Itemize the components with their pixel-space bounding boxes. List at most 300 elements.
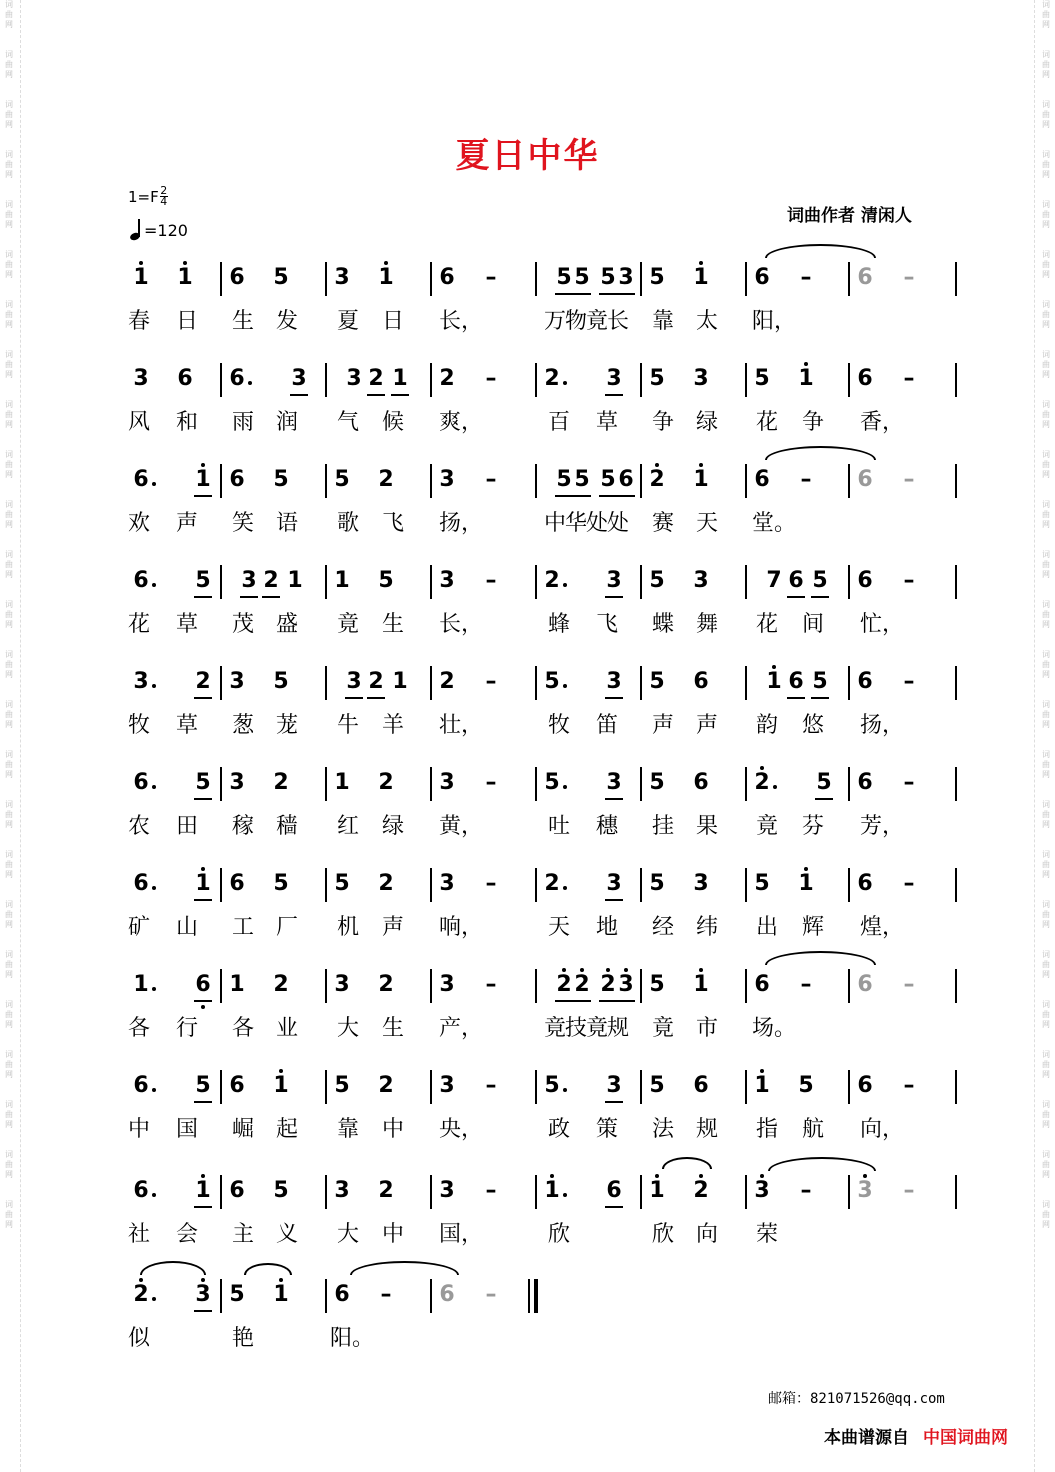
lyric: 飞 bbox=[381, 511, 404, 536]
underline bbox=[599, 1000, 617, 1002]
note: – bbox=[903, 265, 915, 290]
note: 5 bbox=[556, 467, 572, 492]
high-octave-dot bbox=[804, 362, 808, 366]
lyric: 农 bbox=[127, 814, 150, 839]
source-site: 中国词曲网 bbox=[923, 1428, 1008, 1448]
lyric: 艳 bbox=[231, 1326, 254, 1351]
augmentation-dot bbox=[152, 684, 156, 688]
note: 5 bbox=[600, 265, 616, 290]
note: 3 bbox=[334, 265, 350, 290]
high-octave-dot bbox=[201, 463, 205, 467]
augmentation-dot bbox=[773, 785, 777, 789]
high-octave-dot bbox=[699, 1174, 703, 1178]
underline bbox=[194, 899, 212, 901]
lyric: 草 bbox=[595, 410, 618, 435]
bar-line bbox=[745, 666, 747, 700]
lyric: 争 bbox=[801, 410, 824, 435]
lyric: 各 bbox=[127, 1016, 150, 1041]
lyric: 长， bbox=[439, 612, 484, 637]
note: 6 bbox=[229, 1178, 245, 1203]
note: 1 bbox=[544, 1178, 560, 1203]
note: 2 bbox=[378, 770, 394, 795]
underline bbox=[573, 293, 591, 295]
underline bbox=[555, 495, 573, 497]
lyric: 发 bbox=[275, 309, 298, 334]
note: 3 bbox=[133, 366, 149, 391]
underline bbox=[573, 495, 591, 497]
lyric: 声 bbox=[381, 915, 404, 940]
bar-line bbox=[955, 262, 957, 296]
slur bbox=[244, 1263, 292, 1275]
lyric: 壮， bbox=[439, 713, 484, 738]
note: 5 bbox=[195, 1073, 211, 1098]
note: 2 bbox=[439, 669, 455, 694]
note: 1 bbox=[273, 1282, 289, 1307]
note: 6 bbox=[229, 366, 245, 391]
note: 6 bbox=[133, 770, 149, 795]
lyric: 语 bbox=[275, 511, 298, 536]
note: 5 bbox=[334, 1073, 350, 1098]
lyric: 国 bbox=[175, 1117, 198, 1142]
note: 6 bbox=[693, 1073, 709, 1098]
lyric: 日 bbox=[381, 309, 404, 334]
note: 1 bbox=[177, 265, 193, 290]
augmentation-dot bbox=[563, 1193, 567, 1197]
note: 6 bbox=[133, 1178, 149, 1203]
slur bbox=[768, 1157, 876, 1171]
note: 5 bbox=[273, 265, 289, 290]
note: 7 bbox=[766, 568, 782, 593]
note: 2 bbox=[368, 366, 384, 391]
lyric: 飞 bbox=[595, 612, 618, 637]
note: 2 bbox=[378, 972, 394, 997]
note: 6 bbox=[133, 568, 149, 593]
underline bbox=[617, 1000, 635, 1002]
time-sig-bottom: 4 bbox=[160, 195, 168, 208]
high-octave-dot bbox=[201, 1174, 205, 1178]
lyric: 争 bbox=[651, 410, 674, 435]
note: 6 bbox=[857, 669, 873, 694]
lyric: 大 bbox=[336, 1222, 359, 1247]
high-octave-dot bbox=[139, 1278, 143, 1282]
underline bbox=[194, 1310, 212, 1312]
lyric: 竟技竟规 bbox=[544, 1016, 629, 1041]
lyric: 绿 bbox=[695, 410, 718, 435]
note: 3 bbox=[133, 669, 149, 694]
underline bbox=[815, 798, 833, 800]
tempo-label: =120 bbox=[144, 220, 188, 240]
lyric: 声 bbox=[175, 511, 198, 536]
note: 6 bbox=[133, 871, 149, 896]
note: 6 bbox=[177, 366, 193, 391]
underline bbox=[605, 697, 623, 699]
note: 5 bbox=[812, 669, 828, 694]
high-octave-dot bbox=[550, 1174, 554, 1178]
lyric: 辉 bbox=[801, 915, 824, 940]
underline bbox=[555, 293, 573, 295]
note: 5 bbox=[649, 265, 665, 290]
high-octave-dot bbox=[699, 968, 703, 972]
lyric: 向 bbox=[695, 1222, 718, 1247]
underline bbox=[605, 596, 623, 598]
lyric: 似 bbox=[127, 1326, 150, 1351]
lyric: 机 bbox=[336, 915, 359, 940]
augmentation-dot bbox=[152, 1297, 156, 1301]
note: 1 bbox=[392, 366, 408, 391]
note: 5 bbox=[544, 669, 560, 694]
note: – bbox=[485, 265, 497, 290]
note: 6 bbox=[439, 1282, 455, 1307]
underline bbox=[194, 1000, 212, 1002]
note: 1 bbox=[693, 972, 709, 997]
note: 1 bbox=[334, 770, 350, 795]
high-octave-dot bbox=[804, 867, 808, 871]
augmentation-dot bbox=[248, 381, 252, 385]
lyric: 纬 bbox=[695, 915, 718, 940]
lyric: 中 bbox=[127, 1117, 150, 1142]
underline bbox=[599, 495, 617, 497]
bar-line bbox=[955, 1175, 957, 1209]
underline bbox=[811, 697, 829, 699]
left-border-line bbox=[20, 0, 21, 1472]
lyric: 葱 bbox=[231, 713, 254, 738]
note: 6 bbox=[857, 1073, 873, 1098]
lyric: 靠 bbox=[336, 1117, 359, 1142]
lyric: 荣 bbox=[755, 1222, 778, 1247]
lyric: 社 bbox=[127, 1222, 150, 1247]
lyric: 经 bbox=[651, 915, 674, 940]
high-octave-dot bbox=[863, 1174, 867, 1178]
note: 3 bbox=[346, 669, 362, 694]
bar-line bbox=[955, 969, 957, 1003]
note: 1 bbox=[378, 265, 394, 290]
augmentation-dot bbox=[152, 1088, 156, 1092]
note: – bbox=[485, 770, 497, 795]
note: 6 bbox=[229, 467, 245, 492]
note: – bbox=[485, 1282, 497, 1307]
bar-line bbox=[955, 767, 957, 801]
note: 2 bbox=[263, 568, 279, 593]
lyric: 长， bbox=[439, 309, 484, 334]
note: 1 bbox=[649, 1178, 665, 1203]
high-octave-dot bbox=[279, 1069, 283, 1073]
lyric: 竟 bbox=[336, 612, 359, 637]
augmentation-dot bbox=[152, 987, 156, 991]
underline bbox=[605, 798, 623, 800]
high-octave-dot bbox=[624, 968, 628, 972]
note: 5 bbox=[798, 1073, 814, 1098]
lyric: 和 bbox=[175, 410, 198, 435]
underline bbox=[555, 1000, 573, 1002]
lyric: 欣 bbox=[651, 1222, 674, 1247]
lyric: 挂 bbox=[651, 814, 674, 839]
note: 2 bbox=[556, 972, 572, 997]
note: 5 bbox=[556, 265, 572, 290]
bar-line bbox=[955, 1070, 957, 1104]
high-octave-dot bbox=[201, 867, 205, 871]
note: 6 bbox=[788, 669, 804, 694]
high-octave-dot bbox=[760, 1069, 764, 1073]
note: 5 bbox=[334, 467, 350, 492]
slur bbox=[140, 1261, 206, 1275]
note: 1 bbox=[798, 871, 814, 896]
note: 3 bbox=[693, 366, 709, 391]
note: 1 bbox=[133, 265, 149, 290]
lyric: 茂 bbox=[231, 612, 254, 637]
note: 5 bbox=[334, 871, 350, 896]
lyric: 声 bbox=[651, 713, 674, 738]
note: 5 bbox=[574, 467, 590, 492]
note: 2 bbox=[439, 366, 455, 391]
note: 6 bbox=[857, 770, 873, 795]
note: – bbox=[485, 568, 497, 593]
note: 2 bbox=[574, 972, 590, 997]
note: 5 bbox=[574, 265, 590, 290]
note: 2 bbox=[378, 1178, 394, 1203]
underline bbox=[605, 1206, 623, 1208]
lyric: 场。 bbox=[752, 1016, 797, 1041]
note: 2 bbox=[273, 972, 289, 997]
note: 2 bbox=[649, 467, 665, 492]
high-octave-dot bbox=[201, 1278, 205, 1282]
note: 2 bbox=[693, 1178, 709, 1203]
lyric: 扬， bbox=[439, 511, 484, 536]
note: 6 bbox=[857, 568, 873, 593]
bar-line bbox=[955, 666, 957, 700]
lyric: 夏 bbox=[336, 309, 359, 334]
augmentation-dot bbox=[563, 381, 567, 385]
lyric: 航 bbox=[801, 1117, 824, 1142]
note: 6 bbox=[439, 265, 455, 290]
note: 5 bbox=[544, 770, 560, 795]
note: 6 bbox=[693, 770, 709, 795]
lyric: 矿 bbox=[127, 915, 150, 940]
lyric: 阳， bbox=[752, 309, 797, 334]
note: 3 bbox=[291, 366, 307, 391]
lyric: 扬， bbox=[860, 713, 905, 738]
note: 5 bbox=[649, 366, 665, 391]
lyric: 笑 bbox=[231, 511, 254, 536]
lyric: 政 bbox=[547, 1117, 570, 1142]
lyric: 阳。 bbox=[330, 1326, 375, 1351]
bar-line bbox=[220, 565, 222, 599]
underline bbox=[787, 697, 805, 699]
note: 6 bbox=[334, 1282, 350, 1307]
lyric: 吐 bbox=[547, 814, 570, 839]
note: 5 bbox=[600, 467, 616, 492]
note: 2 bbox=[754, 770, 770, 795]
note: – bbox=[800, 265, 812, 290]
high-octave-dot bbox=[384, 261, 388, 265]
note: 1 bbox=[766, 669, 782, 694]
augmentation-dot bbox=[152, 482, 156, 486]
left-watermark: 词 曲 网 词 曲 网 词 曲 网 词 曲 网 词 曲 网 词 曲 网 词 曲 网 词 曲 网 词 曲 网 词 曲 网 词 曲 网 词 曲 网 词 曲 网 词 曲 网 词 曲 网 词 曲 网 词 曲 网 词 曲 网 词 曲 网 词 曲 网 词 曲 网 词 曲 网 词 曲 网 词 曲 网 词 曲 网 bbox=[5, 0, 13, 1229]
note: 6 bbox=[693, 669, 709, 694]
note: 1 bbox=[754, 1073, 770, 1098]
bar-line bbox=[535, 969, 537, 1003]
note: 3 bbox=[693, 568, 709, 593]
note: 2 bbox=[368, 669, 384, 694]
lyric: 崛 bbox=[231, 1117, 254, 1142]
underline bbox=[194, 697, 212, 699]
lyric: 盛 bbox=[275, 612, 298, 637]
note: 2 bbox=[133, 1282, 149, 1307]
note: – bbox=[903, 972, 915, 997]
underline bbox=[617, 495, 635, 497]
lyric: 春 bbox=[127, 309, 150, 334]
note: 3 bbox=[439, 467, 455, 492]
bar-line bbox=[535, 262, 537, 296]
lyric: 厂 bbox=[275, 915, 298, 940]
note: 6 bbox=[754, 265, 770, 290]
note: 5 bbox=[273, 1178, 289, 1203]
note: – bbox=[485, 467, 497, 492]
lyric: 中华处处 bbox=[544, 511, 629, 536]
note: 6 bbox=[857, 972, 873, 997]
source-label: 本曲谱源自 bbox=[824, 1428, 909, 1448]
lyric: 欣 bbox=[547, 1222, 570, 1247]
note: 6 bbox=[754, 972, 770, 997]
lyric: 天 bbox=[547, 915, 570, 940]
augmentation-dot bbox=[563, 886, 567, 890]
note: 6 bbox=[133, 467, 149, 492]
note: 3 bbox=[439, 871, 455, 896]
augmentation-dot bbox=[152, 1193, 156, 1197]
lyric: 堂。 bbox=[752, 511, 797, 536]
note: 5 bbox=[273, 871, 289, 896]
note: 5 bbox=[816, 770, 832, 795]
note: 5 bbox=[754, 366, 770, 391]
note: 6 bbox=[618, 467, 634, 492]
lyric: 香， bbox=[860, 410, 905, 435]
lyric: 舞 bbox=[695, 612, 718, 637]
note: 5 bbox=[812, 568, 828, 593]
note: 5 bbox=[273, 669, 289, 694]
lyric: 芬 bbox=[801, 814, 824, 839]
note: 1 bbox=[392, 669, 408, 694]
lyric: 万物竟长 bbox=[544, 309, 629, 334]
quarter-note-icon bbox=[130, 219, 144, 241]
note: 6 bbox=[788, 568, 804, 593]
note: – bbox=[485, 871, 497, 896]
note: 2 bbox=[378, 871, 394, 896]
note: 3 bbox=[439, 568, 455, 593]
time-signature bbox=[160, 186, 168, 207]
time-sig-top: 2 bbox=[160, 184, 168, 197]
lyric: 歌 bbox=[336, 511, 359, 536]
lyric: 中 bbox=[381, 1222, 404, 1247]
note: 6 bbox=[195, 972, 211, 997]
note: 5 bbox=[378, 568, 394, 593]
lyric: 各 bbox=[231, 1016, 254, 1041]
lyric: 田 bbox=[175, 814, 198, 839]
note: 5 bbox=[649, 972, 665, 997]
lyric: 牧 bbox=[127, 713, 150, 738]
low-octave-dot bbox=[201, 1005, 205, 1009]
note: 3 bbox=[606, 1073, 622, 1098]
lyric: 花 bbox=[755, 410, 778, 435]
high-octave-dot bbox=[699, 463, 703, 467]
high-octave-dot bbox=[655, 463, 659, 467]
key-signature bbox=[128, 186, 168, 207]
note: 5 bbox=[229, 1282, 245, 1307]
lyric: 悠 bbox=[801, 713, 824, 738]
lyric: 天 bbox=[695, 511, 718, 536]
bar-line bbox=[535, 464, 537, 498]
augmentation-dot bbox=[152, 886, 156, 890]
note: 5 bbox=[195, 770, 211, 795]
bar-line bbox=[745, 565, 747, 599]
note: 3 bbox=[439, 1178, 455, 1203]
underline bbox=[194, 798, 212, 800]
note: 3 bbox=[606, 568, 622, 593]
note: 1 bbox=[693, 467, 709, 492]
note: – bbox=[903, 568, 915, 593]
note: – bbox=[903, 467, 915, 492]
note: 1 bbox=[287, 568, 303, 593]
note: 5 bbox=[649, 568, 665, 593]
note: – bbox=[903, 871, 915, 896]
high-octave-dot bbox=[139, 261, 143, 265]
note: 6 bbox=[857, 265, 873, 290]
note: – bbox=[485, 366, 497, 391]
note: 1 bbox=[195, 871, 211, 896]
lyric: 芳， bbox=[860, 814, 905, 839]
lyric: 法 bbox=[651, 1117, 674, 1142]
note: – bbox=[903, 669, 915, 694]
note: 2 bbox=[544, 871, 560, 896]
lyric: 央， bbox=[439, 1117, 484, 1142]
underline bbox=[194, 495, 212, 497]
note: 5 bbox=[195, 568, 211, 593]
note: 2 bbox=[544, 568, 560, 593]
note: – bbox=[800, 972, 812, 997]
underline bbox=[787, 596, 805, 598]
lyric: 间 bbox=[801, 612, 824, 637]
bar-line bbox=[955, 464, 957, 498]
lyric: 主 bbox=[231, 1222, 254, 1247]
note: 5 bbox=[649, 1073, 665, 1098]
lyric: 黄， bbox=[439, 814, 484, 839]
note: – bbox=[903, 770, 915, 795]
note: 6 bbox=[229, 871, 245, 896]
final-bar-line bbox=[534, 1279, 538, 1313]
note: 3 bbox=[439, 770, 455, 795]
lyric: 响， bbox=[439, 915, 484, 940]
note: 3 bbox=[439, 972, 455, 997]
note: – bbox=[800, 1178, 812, 1203]
note: 1 bbox=[195, 467, 211, 492]
high-octave-dot bbox=[699, 261, 703, 265]
lyric: 市 bbox=[695, 1016, 718, 1041]
slur bbox=[350, 1261, 459, 1275]
lyric: 羊 bbox=[381, 713, 404, 738]
bar-line bbox=[325, 666, 327, 700]
note: – bbox=[485, 972, 497, 997]
underline bbox=[262, 596, 280, 598]
underline bbox=[605, 1101, 623, 1103]
lyric: 太 bbox=[695, 309, 718, 334]
note: 6 bbox=[857, 871, 873, 896]
lyric: 生 bbox=[231, 309, 254, 334]
lyric: 声 bbox=[695, 713, 718, 738]
note: 6 bbox=[229, 1073, 245, 1098]
note: 1 bbox=[195, 1178, 211, 1203]
lyric: 工 bbox=[231, 915, 254, 940]
note: 1 bbox=[693, 265, 709, 290]
lyric: 规 bbox=[695, 1117, 718, 1142]
note: 3 bbox=[346, 366, 362, 391]
